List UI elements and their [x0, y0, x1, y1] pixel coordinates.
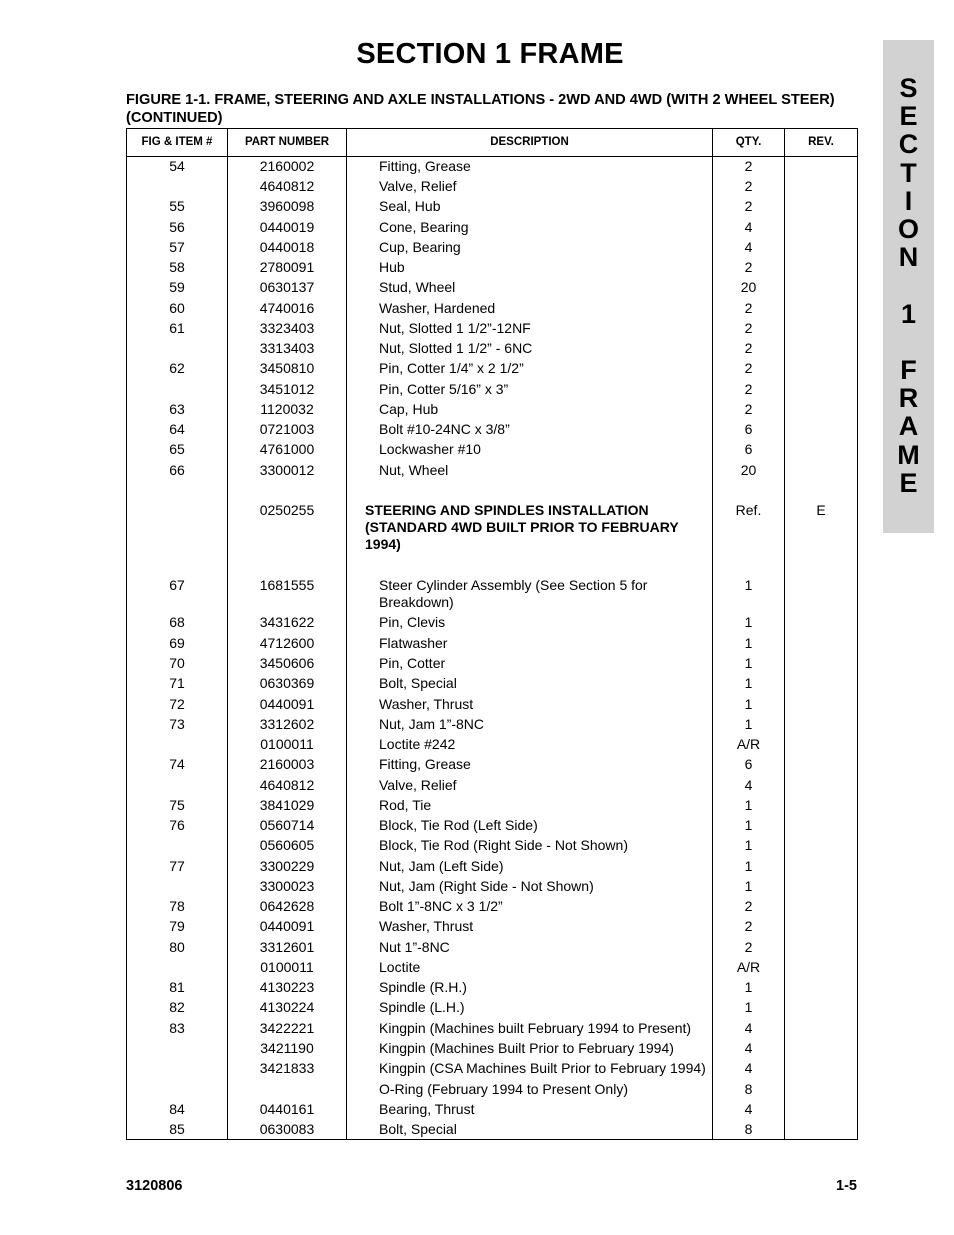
description-cell: O-Ring (February 1994 to Present Only) [379, 1081, 628, 1097]
fig-item-cell: 83 [169, 1020, 185, 1036]
qty-cell: 1 [744, 979, 753, 995]
header-qty: QTY. [735, 136, 762, 148]
part-number-cell: 3300012 [259, 462, 315, 478]
qty-cell: 2 [744, 259, 753, 275]
table-header [127, 129, 857, 157]
description-cell: Pin, Cotter 1/4” x 2 1/2” [379, 360, 524, 376]
description-cell: STEERING AND SPINDLES INSTALLATION (STANDARD 4WD BUILT PRIOR TO FEBRUARY 1994) [365, 502, 679, 552]
fig-item-cell: 70 [169, 655, 185, 671]
figure-title: FIGURE 1-1. FRAME, STEERING AND AXLE INSTALLATIONS - 2WD AND 4WD (WITH 2 WHEEL STEER) (CONTINUED) [126, 92, 835, 126]
fig-item-cell: 62 [169, 360, 185, 376]
part-number-cell: 4130224 [259, 999, 315, 1015]
qty-cell: 4 [744, 1060, 753, 1076]
qty-cell: 4 [744, 219, 753, 235]
part-number-cell: 3323403 [259, 320, 315, 336]
section-side-tab [883, 40, 934, 533]
fig-item-cell: 75 [169, 797, 185, 813]
qty-cell: 2 [744, 320, 753, 336]
rev-cell: E [816, 502, 826, 518]
part-number-cell: 0630369 [259, 675, 315, 691]
description-cell: Spindle (L.H.) [379, 999, 465, 1015]
side-tab-letter: 1 [900, 298, 917, 329]
fig-item-cell: 76 [169, 817, 185, 833]
part-number-cell: 2780091 [259, 259, 315, 275]
description-cell: Seal, Hub [379, 198, 441, 214]
fig-item-cell: 69 [169, 635, 185, 651]
part-number-cell: 3312602 [259, 716, 315, 732]
description-cell: Steer Cylinder Assembly (See Section 5 for Breakdown) [379, 577, 648, 610]
fig-item-cell: 68 [169, 614, 185, 630]
qty-cell: 2 [744, 898, 753, 914]
part-number-cell: 4640812 [259, 777, 315, 793]
description-cell: Block, Tie Rod (Right Side - Not Shown) [379, 837, 628, 853]
description-cell: Nut, Jam (Left Side) [379, 858, 504, 874]
description-cell: Nut, Jam (Right Side - Not Shown) [379, 878, 594, 894]
fig-item-cell: 56 [169, 219, 185, 235]
part-number-cell: 0440091 [259, 696, 315, 712]
description-cell: Kingpin (CSA Machines Built Prior to February 1994) [379, 1060, 706, 1076]
part-number-cell: 4740016 [259, 300, 315, 316]
description-cell: Nut, Jam 1”-8NC [379, 716, 485, 732]
side-tab-letter: E [899, 467, 918, 498]
part-number-cell: 2160002 [259, 158, 315, 174]
part-number-cell: 0440161 [259, 1101, 315, 1117]
qty-cell: 6 [744, 441, 753, 457]
section-title: SECTION 1 FRAME [356, 38, 624, 70]
part-number-cell: 0630137 [259, 279, 315, 295]
part-number-cell: 1120032 [260, 401, 314, 417]
description-cell: Bolt, Special [379, 1121, 457, 1137]
description-cell: Bolt, Special [379, 675, 457, 691]
description-cell: Pin, Cotter 5/16” x 3” [379, 381, 509, 397]
qty-cell: 4 [744, 1020, 753, 1036]
part-number-cell: 3300229 [259, 858, 315, 874]
qty-cell: 4 [744, 239, 753, 255]
description-cell: Nut, Slotted 1 1/2”-12NF [379, 320, 531, 336]
qty-cell: 2 [744, 158, 753, 174]
part-number-cell: 3422221 [259, 1020, 315, 1036]
qty-cell: 2 [744, 198, 753, 214]
fig-item-cell: 81 [169, 979, 185, 995]
part-number-cell: 0440091 [259, 918, 315, 934]
fig-item-cell: 61 [169, 320, 185, 336]
description-cell: Nut, Slotted 1 1/2” - 6NC [379, 340, 533, 356]
qty-cell: 1 [744, 655, 753, 671]
fig-item-cell: 60 [169, 300, 185, 316]
qty-cell: 1 [744, 696, 753, 712]
qty-cell: 4 [744, 1040, 753, 1056]
description-cell: Fitting, Grease [379, 158, 471, 174]
side-tab-letter: R [898, 383, 919, 414]
fig-item-cell: 54 [169, 158, 185, 174]
qty-cell: 20 [740, 279, 757, 295]
qty-cell: 1 [744, 999, 753, 1015]
description-cell: Kingpin (Machines built February 1994 to Present) [379, 1020, 692, 1036]
qty-cell: 6 [744, 421, 753, 437]
qty-cell: 2 [744, 300, 753, 316]
qty-cell: 1 [744, 577, 753, 593]
description-cell: Bearing, Thrust [379, 1101, 475, 1117]
part-number-cell: 1681555 [259, 577, 315, 593]
side-tab-letter: I [904, 185, 913, 216]
description-cell: Kingpin (Machines Built Prior to February 1994) [379, 1040, 674, 1056]
description-cell: Valve, Relief [379, 178, 457, 194]
header-part-number: PART NUMBER [244, 136, 330, 148]
fig-item-cell: 66 [169, 462, 185, 478]
description-cell: Nut, Wheel [379, 462, 449, 478]
description-cell: Valve, Relief [379, 777, 457, 793]
qty-cell: 1 [744, 837, 753, 853]
description-cell: Hub [379, 259, 405, 275]
description-cell: Loctite #242 [379, 736, 456, 752]
fig-item-cell: 72 [169, 696, 185, 712]
fig-item-cell: 71 [169, 675, 185, 691]
description-cell: Bolt #10-24NC x 3/8” [379, 421, 510, 437]
side-tab-letter: M [897, 439, 920, 470]
part-number-cell: 0100011 [260, 736, 314, 752]
page-number: 1-5 [836, 1178, 857, 1194]
description-cell: Washer, Hardened [379, 300, 496, 316]
fig-item-cell: 64 [169, 421, 185, 437]
header-fig-item: FIG & ITEM # [141, 136, 213, 148]
qty-cell: 1 [744, 614, 753, 630]
column-divider [784, 129, 785, 1139]
header-description: DESCRIPTION [490, 136, 569, 148]
qty-cell: 1 [744, 817, 753, 833]
fig-item-cell: 57 [169, 239, 185, 255]
fig-item-cell: 85 [169, 1121, 185, 1137]
qty-cell: 4 [744, 1101, 753, 1117]
part-number-cell: 3431622 [259, 614, 315, 630]
description-cell: Cup, Bearing [379, 239, 461, 255]
description-cell: Stud, Wheel [379, 279, 456, 295]
part-number-cell: 3421190 [260, 1040, 314, 1056]
fig-item-cell: 74 [169, 756, 185, 772]
part-number-cell: 0100011 [260, 959, 314, 975]
fig-item-cell: 79 [169, 918, 185, 934]
part-number-cell: 3313403 [259, 340, 315, 356]
description-cell: Spindle (R.H.) [379, 979, 467, 995]
part-number-cell: 0440018 [259, 239, 315, 255]
part-number-cell: 0721003 [259, 421, 315, 437]
qty-cell: 2 [744, 360, 753, 376]
column-divider [346, 129, 347, 1139]
part-number-cell: 0560605 [259, 837, 315, 853]
part-number-cell: 4712600 [259, 635, 315, 651]
document-number: 3120806 [126, 1178, 183, 1194]
part-number-cell: 3841029 [259, 797, 315, 813]
part-number-cell: 4640812 [259, 178, 315, 194]
fig-item-cell: 63 [169, 401, 185, 417]
fig-item-cell: 58 [169, 259, 185, 275]
description-cell: Flatwasher [379, 635, 448, 651]
description-cell: Bolt 1”-8NC x 3 1/2” [379, 898, 503, 914]
fig-item-cell: 84 [169, 1101, 185, 1117]
side-tab-letter: S [899, 73, 918, 103]
side-tab-letter: F [900, 355, 917, 385]
part-number-cell: 3421833 [259, 1060, 315, 1076]
part-number-cell: 0630083 [259, 1121, 315, 1137]
part-number-cell: 0440019 [259, 219, 315, 235]
fig-item-cell: 80 [169, 939, 185, 955]
fig-item-cell: 67 [169, 577, 185, 593]
description-cell: Washer, Thrust [379, 696, 474, 712]
qty-cell: 1 [744, 797, 753, 813]
part-number-cell: 3450810 [259, 360, 315, 376]
description-cell: Loctite [379, 959, 421, 975]
side-tab-letter: O [897, 214, 919, 244]
parts-table [126, 128, 858, 1140]
side-tab-letter: A [898, 411, 919, 442]
part-number-cell: 0642628 [259, 898, 315, 914]
side-tab-letter: N [898, 242, 919, 273]
fig-item-cell: 73 [169, 716, 185, 732]
part-number-cell: 3960098 [259, 198, 315, 214]
part-number-cell: 3451012 [259, 381, 315, 397]
qty-cell: Ref. [735, 502, 762, 518]
description-cell: Cap, Hub [379, 401, 439, 417]
qty-cell: 1 [744, 716, 753, 732]
description-cell: Block, Tie Rod (Left Side) [379, 817, 538, 833]
qty-cell: 2 [744, 381, 753, 397]
qty-cell: 1 [744, 878, 753, 894]
qty-cell: 8 [744, 1121, 753, 1137]
qty-cell: 1 [744, 635, 753, 651]
part-number-cell: 3450606 [259, 655, 315, 671]
description-cell: Pin, Cotter [379, 655, 446, 671]
qty-cell: 2 [744, 340, 753, 356]
fig-item-cell: 77 [169, 858, 185, 874]
part-number-cell: 4130223 [259, 979, 315, 995]
qty-cell: A/R [736, 736, 761, 752]
qty-cell: 2 [744, 401, 753, 417]
qty-cell: 4 [744, 777, 753, 793]
qty-cell: 1 [744, 675, 753, 691]
qty-cell: 8 [744, 1081, 753, 1097]
fig-item-cell: 78 [169, 898, 185, 914]
part-number-cell: 0560714 [259, 817, 315, 833]
qty-cell: 6 [744, 756, 753, 772]
description-cell: Washer, Thrust [379, 918, 474, 934]
part-number-cell: 3300023 [259, 878, 315, 894]
qty-cell: 2 [744, 918, 753, 934]
fig-item-cell: 55 [169, 198, 185, 214]
part-number-cell: 3312601 [259, 939, 315, 955]
side-tab-letter: T [900, 157, 917, 188]
part-number-cell: 2160003 [259, 756, 315, 772]
side-tab-letter: C [898, 129, 919, 160]
qty-cell: 1 [744, 858, 753, 874]
description-cell: Lockwasher #10 [379, 441, 481, 457]
header-rev: REV. [808, 136, 834, 148]
description-cell: Rod, Tie [379, 797, 432, 813]
qty-cell: 2 [744, 939, 753, 955]
description-cell: Cone, Bearing [379, 219, 469, 235]
qty-cell: 2 [744, 178, 753, 194]
part-number-cell: 4761000 [259, 441, 315, 457]
fig-item-cell: 82 [169, 999, 185, 1015]
part-number-cell: 0250255 [259, 502, 315, 518]
description-cell: Pin, Clevis [379, 614, 446, 630]
description-cell: Nut 1”-8NC [379, 939, 450, 955]
qty-cell: 20 [740, 462, 757, 478]
description-cell: Fitting, Grease [379, 756, 471, 772]
fig-item-cell: 65 [169, 441, 185, 457]
side-tab-letter: E [899, 101, 918, 132]
fig-item-cell: 59 [169, 279, 185, 295]
qty-cell: A/R [736, 959, 761, 975]
